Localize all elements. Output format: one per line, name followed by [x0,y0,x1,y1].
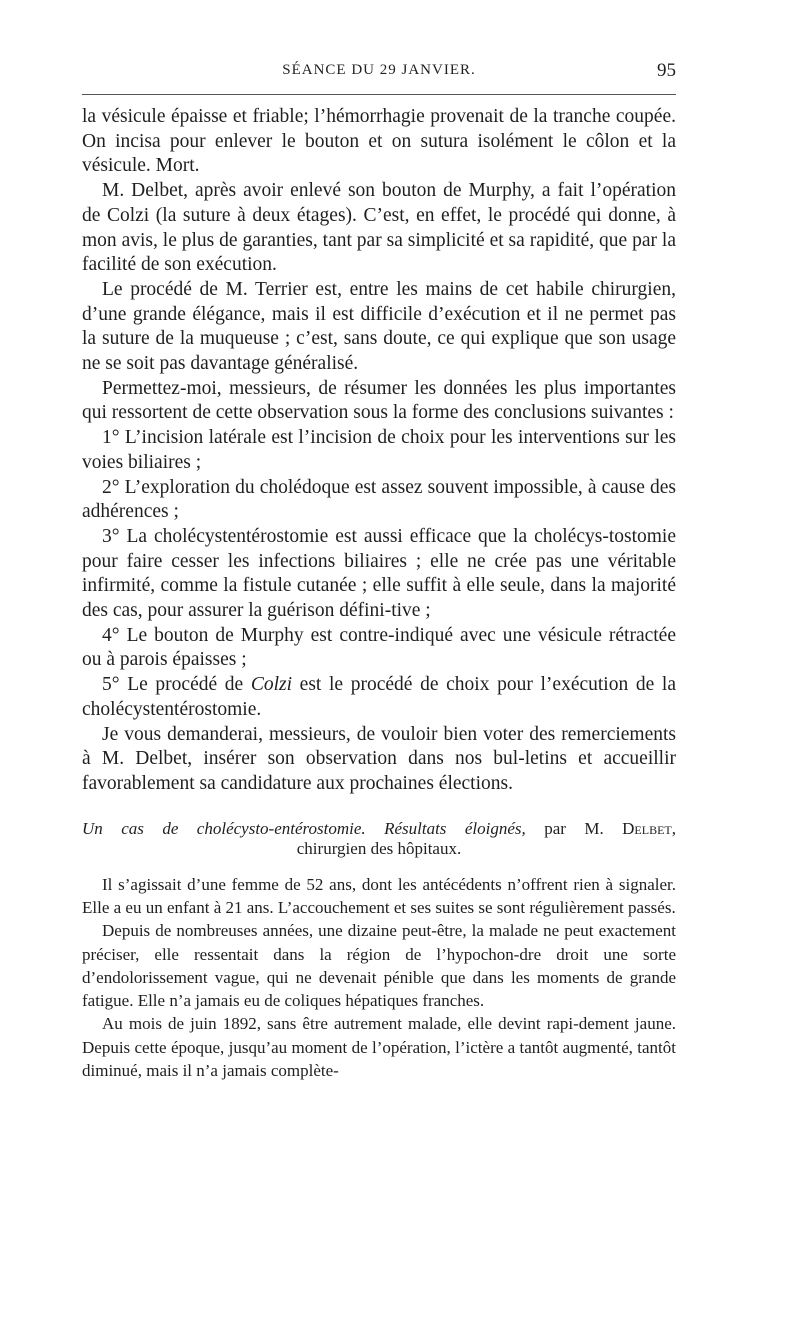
item-text: 5° Le procédé de [102,674,251,696]
conclusion-item: 1° L’incision latérale est l’incision de choix pour les interventions sur les voies biliaires ; [82,427,676,473]
conclusion-item: 4° Le bouton de Murphy est contre-indiqué avec une vésicule rétractée ou à parois épaisses ; [82,624,676,671]
conclusion-item: 2° L’exploration du cholédoque est assez souvent impossible, à cause des adhérences ; [82,476,676,523]
paragraph: Depuis de nombreuses années, une dizaine peut-être, la malade ne peut exactement préciser, elle ressentait dans la région de l’hypochon-dre droit une sorte d’endolorissement vague, qui ne devenait pénible que dans les moments de grande fatigue. Elle n’a jamais eu de coliques hépatiques franches. [82,921,676,1011]
paragraph: Le procédé de M. Terrier est, entre les mains de cet habile chirurgien, d’une grande élégance, mais il est difficile d’exécution et il ne permet pas la suture de la muqueuse ; c’est, sans doute, ce qui explique que son usage ne se soit pas davantage généralisé. [82,278,676,375]
article-author: Delbet, [622,818,676,838]
paragraph: M. Delbet, après avoir enlevé son bouton de Murphy, a fait l’opération de Colzi (la suture à deux étages). C’est, en effet, le procédé qui donne, à mon avis, le plus de garanties, tant par sa simplicité et sa rapidité, que par la facilité de son exécution. [82,180,676,276]
closing-paragraph: Je vous demanderai, messieurs, de vouloir bien voter des remerciements à M. Delbet, insérer son observation dans nos bul-letins et accueillir favorablement sa candidature aux prochaines élections. [82,723,676,794]
header-rule [82,94,676,95]
article-heading [82,819,676,859]
running-header [82,58,676,84]
item-text: est le procédé de choix pour l’exécution de la cholécystentérostomie. [82,674,676,720]
paragraph: Au mois de juin 1892, sans être autrement malade, elle devint rapi-dement jaune. Depuis cette époque, jusqu’au moment de l’opération, l’ictère a tantôt augmenté, tantôt diminué, mais il n’a jamais complète- [82,1014,676,1081]
article-title: Un cas de cholécysto-entérostomie. Résultats éloignés, [82,818,526,838]
page-number: 95 [657,60,676,81]
author-affiliation: chirurgien des hôpitaux. [296,838,462,858]
main-text [82,105,676,797]
paragraph: Il s’agissait d’une femme de 52 ans, dont les antécédents n’offrent rien à signaler. Elle a eu un enfant à 21 ans. L’accouchement et ses suites se sont régulièrement passés. [82,874,676,917]
heading-line [82,819,676,839]
conclusion-item [82,673,676,722]
running-title: SÉANCE DU 29 JANVIER. [282,62,476,78]
procedure-name: Colzi [250,674,293,696]
conclusion-item: 3° La cholécystentérostomie est aussi efficace que la cholécys-tostomie pour faire cesser les infections biliaires ; elle ne crée pas une véritable infirmité, comme la fistule cutanée ; elle suffit à elle seule, dans la majorité des cas, pour assurer la guérison défini-tive ; [82,525,676,622]
article-text [82,873,676,1083]
document-page [82,58,676,1082]
paragraph: la vésicule épaisse et friable; l’hémorrhagie provenait de la tranche coupée. On incisa pour enlever le bouton et on sutura isolément le côlon et la vésicule. Mort. [82,106,676,177]
paragraph: Permettez-moi, messieurs, de résumer les données les plus importantes qui ressortent de cette observation sous la forme des conclusions suivantes : [82,377,676,424]
article-by: par M. [525,818,623,838]
